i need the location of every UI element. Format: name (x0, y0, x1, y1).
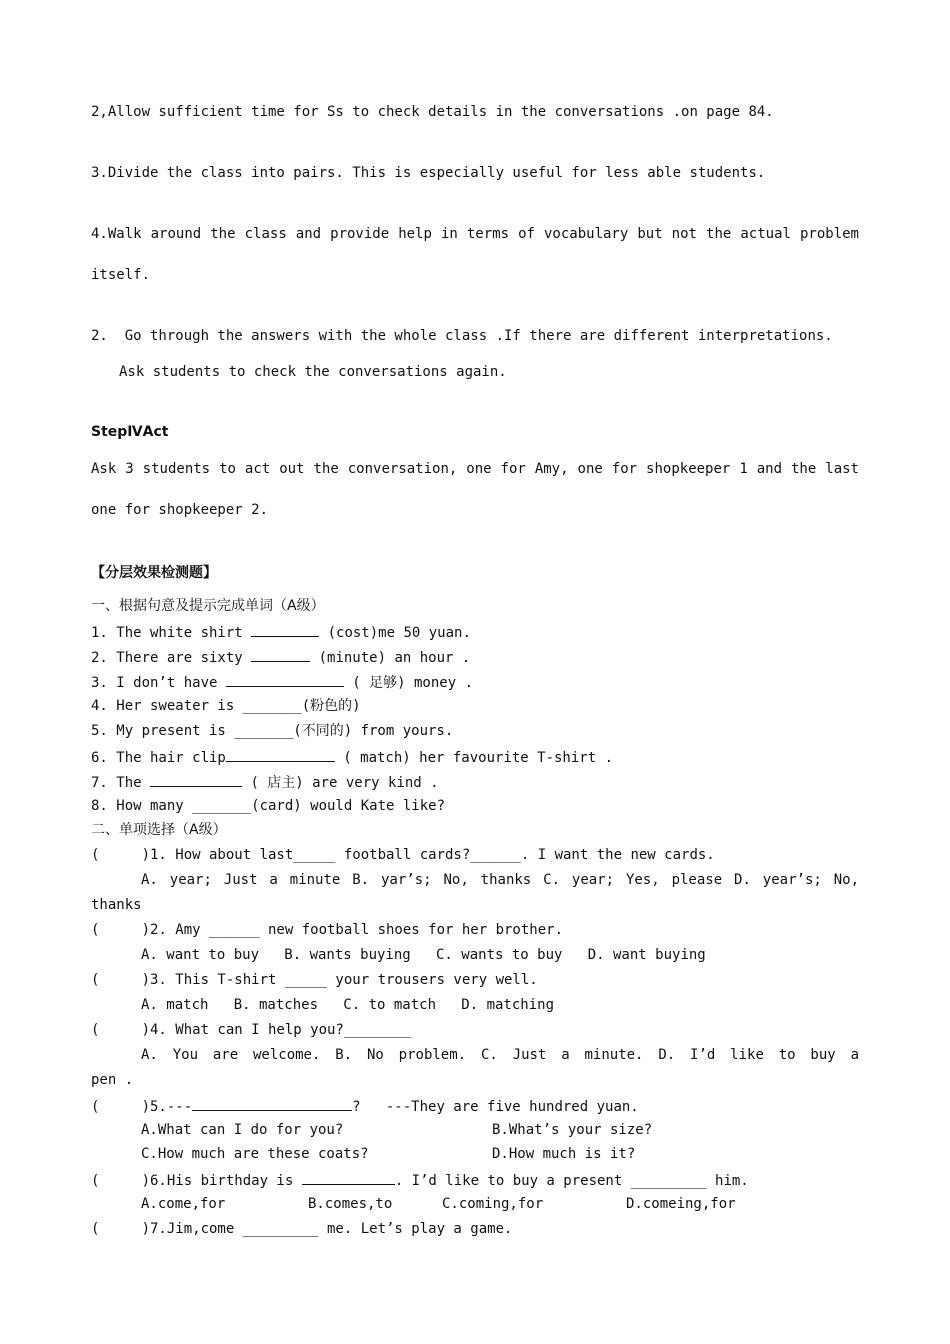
answer-blank[interactable] (251, 622, 319, 637)
step-line-2b-cont: Ask students to check the conversations again. (119, 364, 507, 380)
mc-options-4: A. You are welcome. B. No problem. C. Just a minute. D. I’d like to buy a (141, 1047, 859, 1063)
question-5: 5. My present is _______(不同的) from yours. (91, 723, 454, 739)
mc-question-6: ( )6.His birthday is . I’d like to buy a present _________ him. (91, 1170, 749, 1190)
answer-blank[interactable] (150, 772, 242, 787)
mc-options-4-cont: pen . (91, 1072, 134, 1088)
step-line-2b: 2. Go through the answers with the whole class .If there are different interpretations. (91, 328, 833, 344)
mc-option-6a: A.come,for (141, 1196, 226, 1212)
section-1-title: 一、根据句意及提示完成单词（A级） (91, 598, 325, 614)
answer-blank[interactable] (302, 1170, 395, 1185)
question-8: 8. How many _______(card) would Kate like? (91, 798, 446, 814)
answer-blank[interactable] (226, 672, 344, 687)
question-7: 7. The ( 店主) are very kind . (91, 772, 439, 792)
mc-option-5a: A.What can I do for you? (141, 1122, 344, 1138)
step-line-4-cont: itself. (91, 267, 151, 283)
answer-blank[interactable] (192, 1096, 352, 1111)
mc-option-6c: C.coming,for (442, 1196, 544, 1212)
step-iv-para-1: Ask 3 students to act out the conversation, one for Amy, one for shopkeeper 1 and the last (91, 461, 859, 477)
question-3: 3. I don’t have ( 足够) money . (91, 672, 473, 692)
mc-question-3: ( )3. This T-shirt _____ your trousers very well. (91, 972, 538, 988)
mc-question-2: ( )2. Amy ______ new football shoes for her brother. (91, 922, 564, 938)
step-line-4: 4.Walk around the class and provide help in terms of vocabulary but not the actual problem (91, 226, 859, 242)
exercise-title: 【分层效果检测题】 (91, 565, 217, 581)
mc-question-7: ( )7.Jim,come _________ me. Let’s play a game. (91, 1221, 513, 1237)
question-2: 2. There are sixty (minute) an hour . (91, 647, 470, 667)
mc-option-6b: B.comes,to (308, 1196, 393, 1212)
answer-blank[interactable] (226, 747, 335, 762)
mc-option-6d: D.comeing,for (626, 1196, 736, 1212)
step-iv-title: StepⅣAct (91, 424, 169, 440)
answer-blank[interactable] (251, 647, 310, 662)
mc-options-1-cont: thanks (91, 897, 142, 913)
section-2-title: 二、单项选择（A级） (91, 822, 227, 838)
mc-options-3: A. match B. matches C. to match D. matching (141, 997, 555, 1013)
mc-question-4: ( )4. What can I help you?________ (91, 1022, 412, 1038)
question-4: 4. Her sweater is _______(粉色的) (91, 698, 361, 714)
mc-question-1: ( )1. How about last_____ football cards?______. I want the new cards. (91, 847, 715, 863)
mc-options-1: A. year; Just a minute B. yar’s; No, thanks C. year; Yes, please D. year’s; No, (141, 872, 859, 888)
question-1: 1. The white shirt (cost)me 50 yuan. (91, 622, 471, 642)
mc-option-5d: D.How much is it? (492, 1146, 636, 1162)
mc-question-5: ( )5.--- ? ---They are five hundred yuan. (91, 1096, 639, 1116)
step-line-3: 3.Divide the class into pairs. This is especially useful for less able students. (91, 165, 766, 181)
question-6: 6. The hair clip ( match) her favourite T-shirt . (91, 747, 613, 767)
mc-options-2: A. want to buy B. wants buying C. wants to buy D. want buying (141, 947, 706, 963)
mc-option-5b: B.What’s your size? (492, 1122, 653, 1138)
step-line-2: 2,Allow sufficient time for Ss to check details in the conversations .on page 84. (91, 104, 774, 120)
step-iv-para-2: one for shopkeeper 2. (91, 502, 269, 518)
mc-option-5c: C.How much are these coats? (141, 1146, 369, 1162)
